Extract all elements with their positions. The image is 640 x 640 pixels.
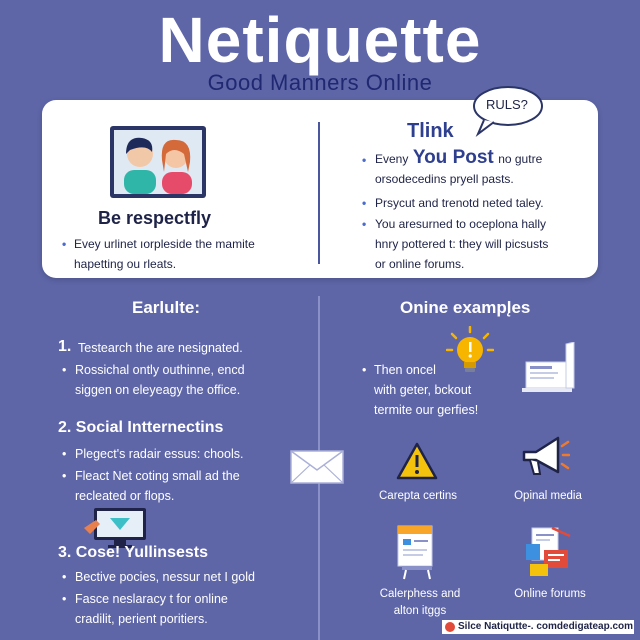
card-right-bullet2: Prsycut and trenotd neted taley. [375, 196, 544, 210]
item3-bullet2-line1: Fasce neslaracy t for online [75, 592, 228, 606]
bullet-dot: • [362, 196, 367, 210]
caption-forums: Online forums [514, 588, 586, 600]
item2-bullet1: Plegect's radair essus: chools. [75, 447, 244, 461]
item1-number: 1. [58, 338, 72, 355]
caption-notes-line2: alton itggs [393, 605, 447, 617]
item3-bullet1: Bective pocies, nessur net I gold [75, 570, 255, 584]
page-subtitle: Good Manners Online [207, 70, 433, 95]
item1-bullet-line1: Rossichal ontly outhinne, encd [75, 363, 245, 377]
video-call-icon [108, 124, 208, 200]
card-right-bullet3-line2: hnry pottered t: they will picsusts [375, 237, 549, 251]
item2-bullet2-line1: Fleact Net coting small ad the [75, 469, 240, 483]
card-right-bullet3-line1: You aresurned to oceplona hally [375, 217, 547, 231]
envelope-icon [290, 450, 344, 484]
tip-line2: with geter, bckout [374, 383, 472, 397]
item2-heading: 2. Social Intternectins [58, 419, 224, 436]
laptop-icon [520, 342, 576, 394]
bullet-dot: • [62, 363, 67, 377]
card-left-bullet-line2: hapetting ou rleats. [74, 257, 177, 271]
caption-warning: Carepta certins [379, 490, 457, 502]
speech-bubble-text: RULS? [486, 97, 528, 112]
megaphone-icon [518, 432, 570, 482]
item1-line1: Testearch the are nesignated. [78, 341, 243, 355]
footer-logo-icon [445, 622, 455, 632]
caption-notes-line1: Calerphess and [379, 588, 461, 600]
item2-bullet2-line2: recleated or flops. [75, 489, 175, 503]
bullet-dot: • [362, 363, 367, 377]
card-left-bullet-line1: Evey urlinet ıorpleside the mamite [74, 237, 255, 251]
bullet-dot: • [62, 570, 67, 584]
bullet1-prefix: Eveny [375, 152, 409, 166]
bullet-dot: • [62, 592, 67, 606]
warning-icon [396, 442, 438, 480]
left-section-heading: Earlulte: [132, 298, 201, 317]
card-right-bullet1 [375, 147, 542, 169]
footer-text: Silce Natiqutte-. comdedigateap.com [458, 621, 634, 632]
bullet1-emph: You Post [412, 147, 494, 168]
bullet1-suffix: no gutre [498, 152, 543, 166]
card-right-bullet1-line2: orsodecedins pryell pasts. [375, 172, 514, 186]
item3-bullet2-line2: cradilit, perient poritiers. [75, 612, 208, 626]
bullet-dot: • [62, 447, 67, 461]
card-divider [318, 122, 320, 264]
bullet-dot: • [362, 153, 367, 167]
bullet-dot: • [62, 469, 67, 483]
notes-icon [394, 524, 438, 580]
page-title: Netiquette [158, 4, 482, 76]
right-section-heading: Onine exampl̨es [400, 298, 531, 317]
item3-heading: 3. Cose! Yullinsests [58, 544, 208, 561]
think-label: Tlink [407, 120, 454, 142]
card-left-heading: Be respectfly [98, 208, 212, 228]
item1-bullet-line2: siggen on eleyeagy the office. [75, 383, 241, 397]
lightbulb-icon [446, 326, 494, 376]
bullet-dot: • [362, 217, 367, 231]
bullet-dot: • [62, 237, 67, 251]
card-right-bullet3-line3: or online forums. [375, 257, 465, 271]
documents-icon [522, 526, 572, 578]
tip-line3: termite our gerfies! [374, 403, 479, 417]
tip-line1: Then oncel [374, 363, 436, 377]
caption-megaphone: Opinal media [514, 490, 582, 502]
